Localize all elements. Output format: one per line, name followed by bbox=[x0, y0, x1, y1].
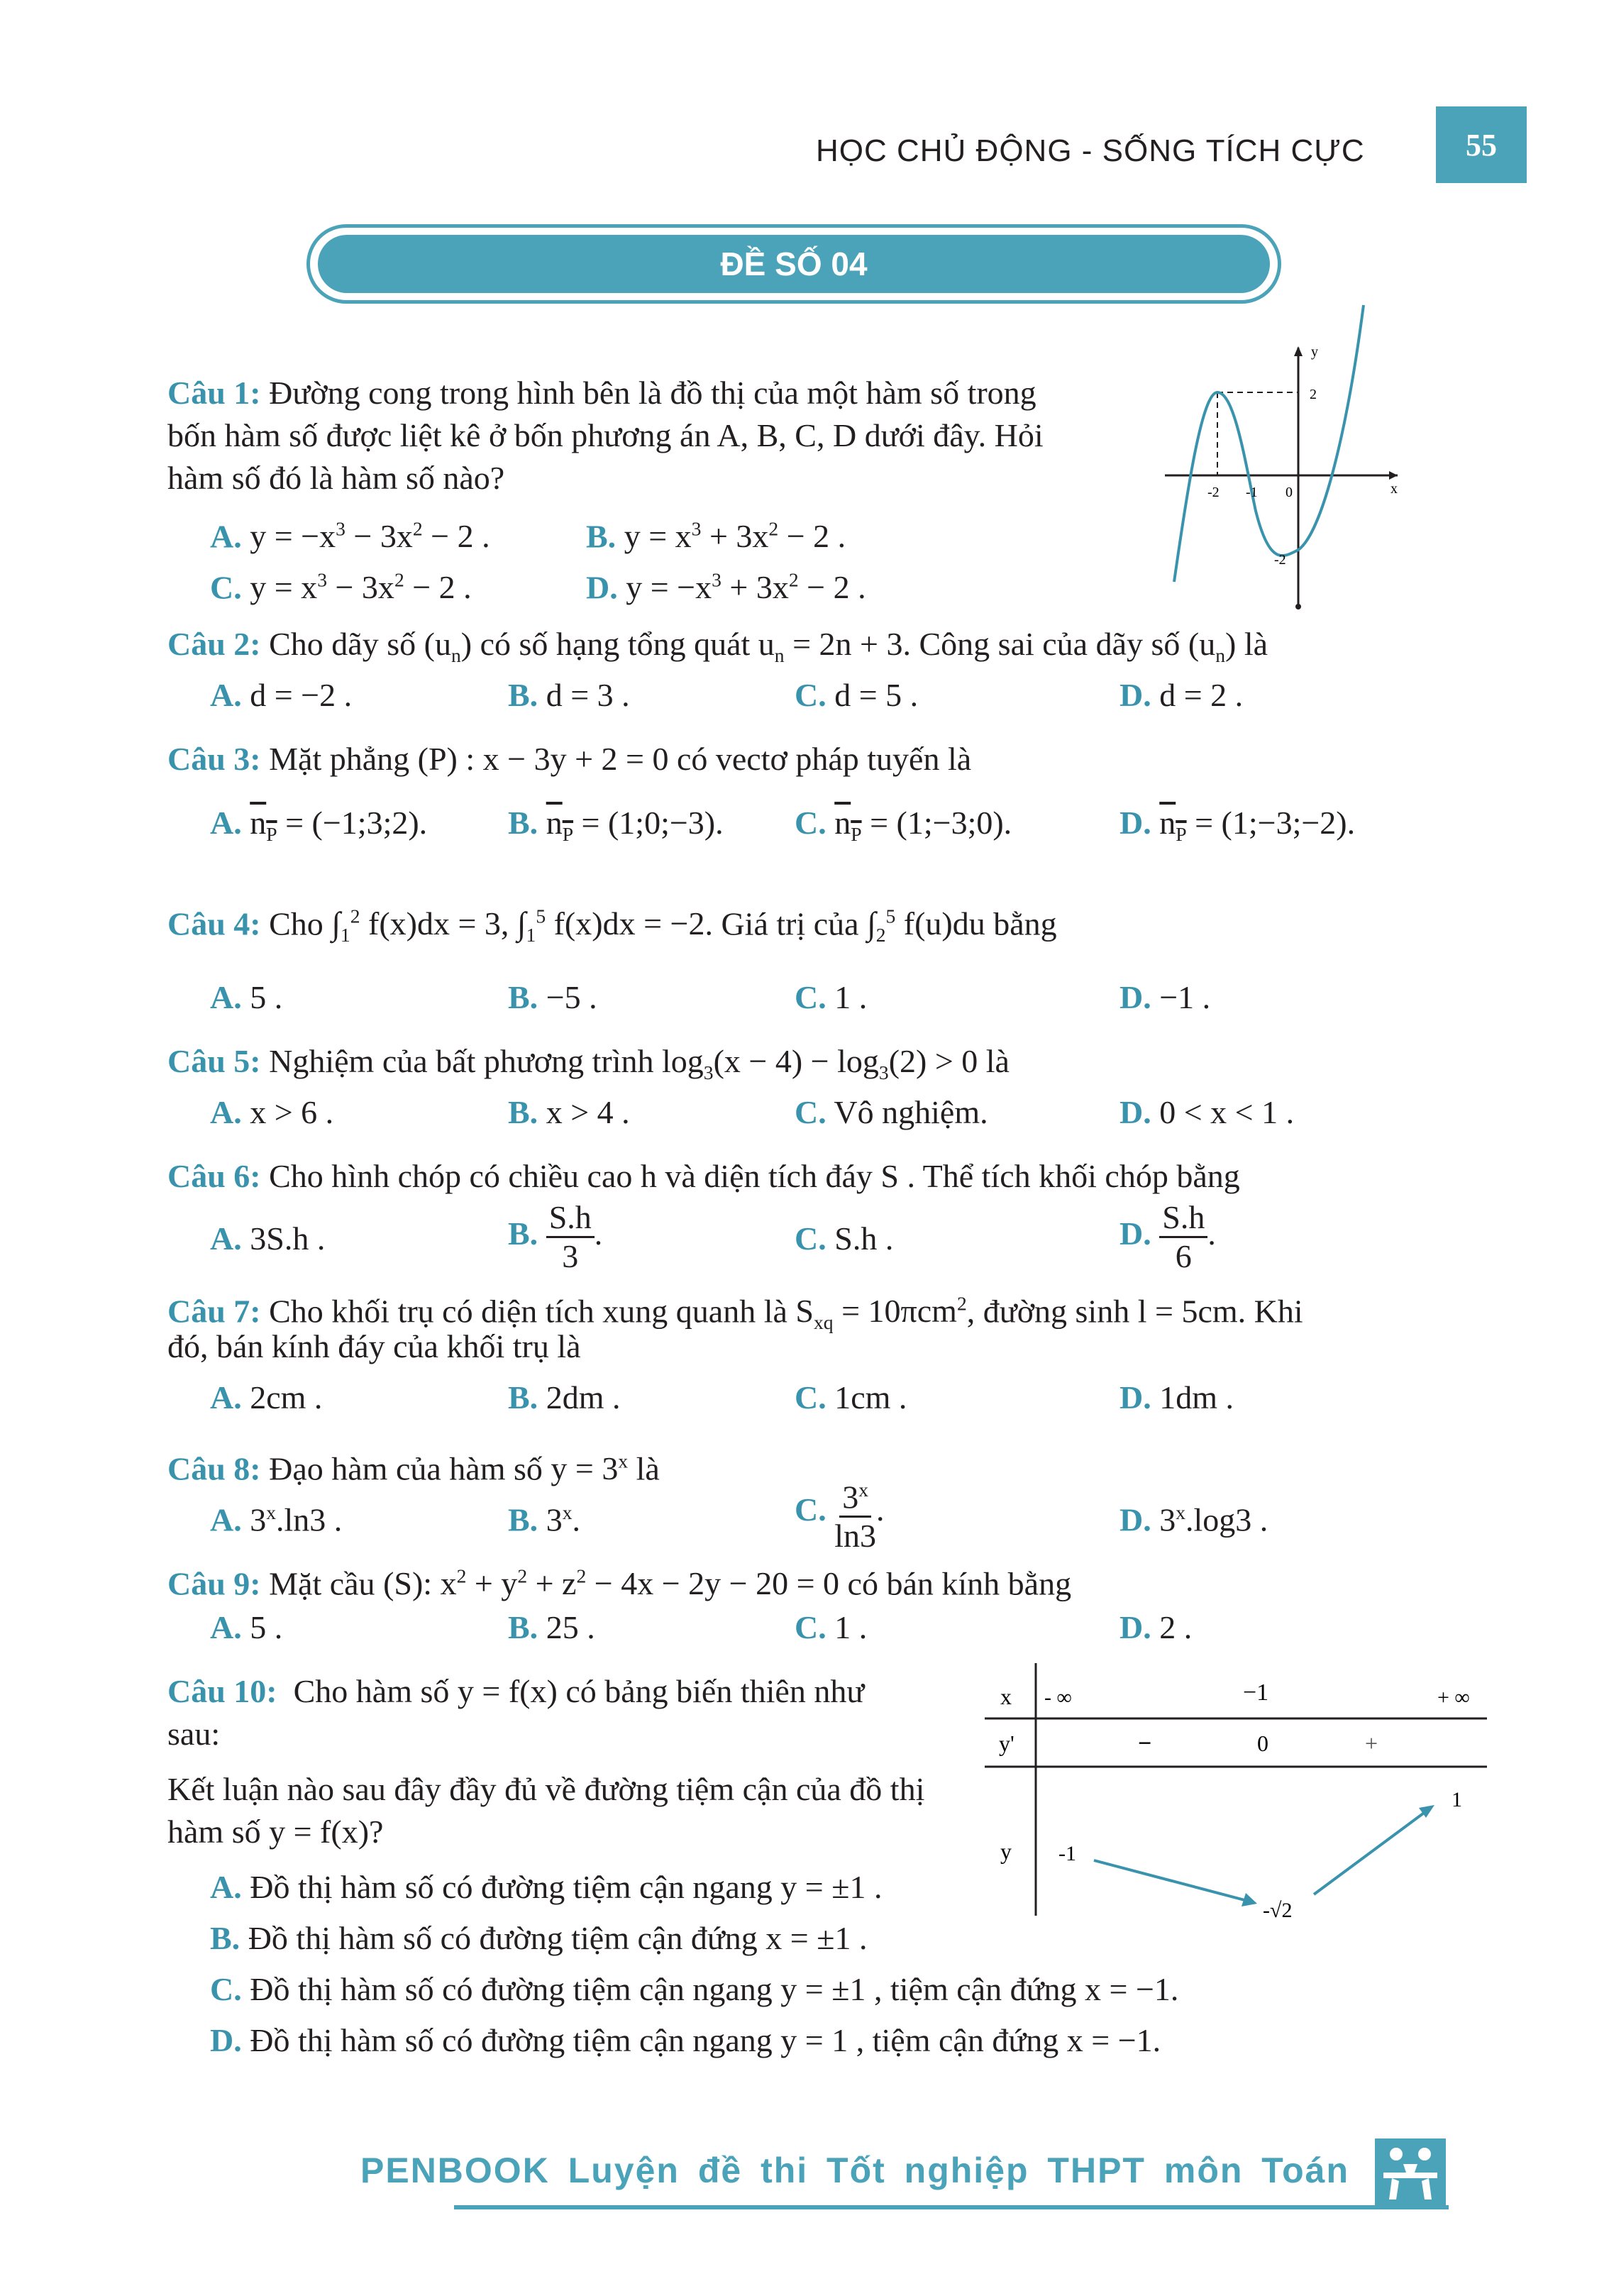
x-minus-infinity: - ∞ bbox=[1044, 1686, 1072, 1709]
question-text: . Công sai của dãy số bbox=[902, 626, 1181, 662]
option-label: B. bbox=[508, 1215, 538, 1252]
option-label: D. bbox=[1119, 677, 1151, 713]
question-6 bbox=[167, 1155, 1240, 1198]
option-formula: $y = -x^3 + 3x^2 - 2$ . bbox=[626, 569, 866, 606]
option-text: 1dm . bbox=[1159, 1379, 1234, 1415]
x-tick-minus-1: -1 bbox=[1246, 485, 1258, 500]
q6-option-b[interactable]: B. $\frac{S.h}{3}$ . bbox=[508, 1199, 603, 1274]
q8-option-a[interactable]: A. 3$^x$.ln3 . bbox=[210, 1501, 343, 1538]
option-label: A. bbox=[210, 805, 242, 841]
q10-option-a[interactable] bbox=[210, 1866, 882, 1909]
q3-option-a[interactable]: A. $n_P$ = (−1;3;2). bbox=[210, 805, 428, 846]
option-label: D. bbox=[1119, 1501, 1151, 1538]
question-text: ? bbox=[369, 1814, 384, 1850]
question-label: Câu 5: bbox=[167, 1043, 261, 1079]
integral-1: $\int_1^2$ f(x)dx = 3, $\int_1^5$ f(x)dx = −2 bbox=[331, 905, 705, 946]
logo-glyph bbox=[1375, 2138, 1446, 2209]
exam-title: ĐỀ SỐ 04 bbox=[318, 235, 1270, 293]
option-label: B. bbox=[508, 805, 538, 841]
q4-option-a[interactable] bbox=[210, 976, 282, 1019]
sequence-symbol: $(u_n)$ bbox=[1188, 626, 1237, 667]
option-text: 3S.h . bbox=[250, 1220, 326, 1257]
x-axis-label: x bbox=[1390, 481, 1398, 497]
option-label: B. bbox=[586, 518, 616, 555]
option-text: −5 . bbox=[546, 979, 597, 1015]
q2-option-d[interactable]: D. d = 2 . bbox=[1119, 677, 1244, 713]
question-text: . Giá trị của bbox=[704, 905, 859, 942]
penbook-logo-icon bbox=[1375, 2138, 1446, 2209]
x-tick-minus-2: -2 bbox=[1207, 485, 1220, 500]
q6-option-a[interactable] bbox=[210, 1218, 325, 1260]
option-text: 2 . bbox=[1159, 1609, 1193, 1645]
option-label: C. bbox=[795, 979, 826, 1015]
q1-option-d[interactable] bbox=[586, 559, 866, 609]
option-label: A. bbox=[210, 1501, 242, 1538]
option-text: 5 . bbox=[250, 1609, 283, 1645]
q6-option-d[interactable]: D. $\frac{S.h}{6}$ . bbox=[1119, 1199, 1216, 1274]
option-label: B. bbox=[508, 1379, 538, 1415]
option-label: B. bbox=[508, 979, 538, 1015]
option-text: Đồ thị hàm số có đường tiệm cận đứng x = ±1 . bbox=[248, 1920, 868, 1956]
option-label: B. bbox=[508, 1609, 538, 1645]
q5-option-b[interactable]: B. x > 4 . bbox=[508, 1094, 630, 1130]
option-text: 2dm . bbox=[546, 1379, 621, 1415]
option-label: B. bbox=[508, 677, 538, 713]
q7-option-d[interactable] bbox=[1119, 1376, 1234, 1419]
option-formula: $y = x^3 - 3x^2 - 2$ . bbox=[250, 569, 472, 606]
sign-zero: 0 bbox=[1257, 1731, 1268, 1756]
fraction: $\frac{S.h}{3}$ bbox=[546, 1199, 595, 1275]
question-10 bbox=[167, 1670, 864, 1713]
sphere-equation: (S): $x^2 + y^2 + z^2 - 4x - 2y - 20 = 0$ bbox=[383, 1565, 840, 1602]
slant-length: l = 5cm bbox=[1137, 1293, 1238, 1330]
question-1-line3: hàm số đó là hàm số nào? bbox=[167, 460, 505, 496]
question-5 bbox=[167, 1040, 1010, 1094]
q10-option-b[interactable] bbox=[210, 1917, 867, 1960]
option-label: C. bbox=[795, 1491, 826, 1528]
question-text: Nghiệm của bất phương trình bbox=[269, 1043, 654, 1079]
q7-option-c[interactable] bbox=[795, 1376, 907, 1419]
question-text: bằng bbox=[993, 905, 1057, 942]
q1-option-c[interactable] bbox=[210, 559, 472, 609]
option-label: A. bbox=[210, 1869, 242, 1905]
question-text: Đường cong trong hình bên là đồ thị của một hàm số trong bbox=[269, 375, 1036, 411]
option-label: D. bbox=[210, 2022, 242, 2058]
option-text: 5 . bbox=[250, 979, 283, 1015]
q3-option-b[interactable]: B. $n_P$ = (1;0;−3). bbox=[508, 805, 724, 846]
option-label: C. bbox=[210, 569, 242, 606]
question-text: có bảng biến thiên như bbox=[565, 1673, 865, 1709]
x-plus-infinity: + ∞ bbox=[1437, 1686, 1470, 1709]
q9-option-c[interactable] bbox=[795, 1606, 867, 1649]
cubic-curve bbox=[1174, 305, 1364, 582]
y-tick-2: 2 bbox=[1310, 387, 1317, 402]
q5-option-c[interactable] bbox=[795, 1091, 988, 1134]
option-label: D. bbox=[586, 569, 618, 606]
question-10-line4 bbox=[167, 1811, 383, 1853]
option-text: Vô nghiệm. bbox=[834, 1094, 988, 1130]
question-text: Mặt cầu bbox=[269, 1565, 375, 1602]
q2-option-b[interactable]: B. d = 3 . bbox=[508, 677, 630, 713]
question-label: Câu 1: bbox=[167, 375, 261, 411]
q2-option-c[interactable]: C. d = 5 . bbox=[795, 677, 919, 713]
sign-plus: + bbox=[1365, 1731, 1378, 1756]
option-label: A. bbox=[210, 1379, 242, 1415]
option-text: S.h . bbox=[834, 1220, 894, 1257]
question-7-line2: đó, bán kính đáy của khối trụ là bbox=[167, 1328, 581, 1364]
question-label: Câu 2: bbox=[167, 626, 261, 662]
option-text: Đồ thị hàm số có đường tiệm cận ngang y = ±1 . bbox=[250, 1869, 883, 1905]
lateral-area: $S_{xq} = 10\pi cm^2$ bbox=[795, 1293, 967, 1334]
option-text: 1cm . bbox=[834, 1379, 907, 1415]
option-label: C. bbox=[795, 1609, 826, 1645]
increasing-arrow bbox=[1314, 1809, 1429, 1894]
option-label: D. bbox=[1119, 1094, 1151, 1130]
q9-option-b[interactable] bbox=[508, 1606, 595, 1649]
option-label: D. bbox=[1119, 1609, 1151, 1645]
option-label: A. bbox=[210, 518, 242, 555]
fraction: $\frac{S.h}{6}$ bbox=[1159, 1199, 1207, 1275]
q9-option-d[interactable] bbox=[1119, 1606, 1192, 1649]
question-label: Câu 6: bbox=[167, 1158, 261, 1194]
question-4 bbox=[167, 895, 1057, 957]
axis-end-dot bbox=[1295, 604, 1301, 609]
question-label: Câu 4: bbox=[167, 905, 261, 942]
question-label: Câu 7: bbox=[167, 1293, 261, 1330]
q1-option-a[interactable] bbox=[210, 508, 490, 558]
option-formula: $y = x^3 + 3x^2 - 2$ . bbox=[624, 518, 846, 555]
variation-table bbox=[979, 1660, 1490, 1923]
y-tick-minus-2: -2 bbox=[1274, 552, 1286, 568]
question-text: có bán kính bằng bbox=[847, 1565, 1072, 1602]
option-label: B. bbox=[210, 1920, 240, 1956]
option-text: Đồ thị hàm số có đường tiệm cận ngang y = 1 , tiệm cận đứng x = −1. bbox=[250, 2022, 1161, 2058]
function-formula: y = f(x) bbox=[457, 1673, 558, 1709]
option-label: D. bbox=[1119, 1215, 1151, 1252]
q6-option-c[interactable] bbox=[795, 1218, 893, 1260]
option-label: B. bbox=[508, 1501, 538, 1538]
question-8 bbox=[167, 1440, 660, 1490]
option-label: B. bbox=[508, 1094, 538, 1130]
q1-option-b[interactable] bbox=[586, 508, 846, 558]
y-min-value: -√2 bbox=[1263, 1899, 1293, 1922]
question-text: Cho khối trụ có diện tích xung quanh là bbox=[269, 1293, 787, 1330]
option-label: C. bbox=[795, 1094, 826, 1130]
option-label: D. bbox=[1119, 1379, 1151, 1415]
q10-option-c[interactable] bbox=[210, 1968, 1178, 2011]
question-9 bbox=[167, 1555, 1071, 1605]
y-left-value: -1 bbox=[1058, 1842, 1076, 1865]
cubic-graph bbox=[1156, 298, 1412, 617]
row-yprime-label: y' bbox=[999, 1731, 1014, 1756]
q10-option-d[interactable] bbox=[210, 2019, 1161, 2062]
option-text: −1 . bbox=[1159, 979, 1211, 1015]
x-axis-arrow bbox=[1389, 471, 1398, 480]
row-y-label: y bbox=[1000, 1838, 1012, 1864]
question-text: Cho bbox=[269, 905, 324, 942]
question-2 bbox=[167, 623, 1268, 677]
option-label: C. bbox=[210, 1971, 242, 2007]
option-label: A. bbox=[210, 979, 242, 1015]
question-text: , đường sinh bbox=[966, 1293, 1130, 1330]
option-label: C. bbox=[795, 677, 826, 713]
question-label: Câu 3: bbox=[167, 741, 261, 777]
option-label: D. bbox=[1119, 805, 1151, 841]
question-text: là bbox=[985, 1043, 1010, 1079]
q8-option-d[interactable]: D. 3$^x$.log3 . bbox=[1119, 1501, 1268, 1538]
q4-option-c[interactable] bbox=[795, 976, 867, 1019]
footer-title: PENBOOK Luyện đề thi Tốt nghiệp THPT môn Toán bbox=[360, 2151, 1350, 2190]
option-label: C. bbox=[795, 1379, 826, 1415]
option-text: 2cm . bbox=[250, 1379, 323, 1415]
question-label: Câu 10: bbox=[167, 1673, 277, 1709]
y-axis-label: y bbox=[1311, 344, 1318, 360]
question-10-line3: Kết luận nào sau đây đầy đủ về đường tiệm cận của đồ thị bbox=[167, 1771, 925, 1807]
question-1-line2: bốn hàm số được liệt kê ở bốn phương án A, B, C, D dưới đây. Hỏi bbox=[167, 417, 1044, 453]
question-text: là bbox=[636, 1450, 660, 1487]
sequence-symbol: $(u_n)$ bbox=[424, 626, 472, 667]
q3-option-c[interactable]: C. $n_P$ = (1;−3;0). bbox=[795, 805, 1012, 846]
option-label: C. bbox=[795, 805, 826, 841]
option-label: D. bbox=[1119, 979, 1151, 1015]
x-minus-one: −1 bbox=[1243, 1679, 1269, 1706]
question-text: Mặt phẳng bbox=[269, 741, 410, 777]
question-label: Câu 8: bbox=[167, 1450, 261, 1487]
q8-option-c[interactable]: C. $\frac{3^x}{\ln 3}$ . bbox=[795, 1472, 885, 1555]
function-formula: y = f(x) bbox=[269, 1814, 370, 1850]
question-text: . Khi bbox=[1237, 1293, 1303, 1330]
question-text: hàm số bbox=[167, 1814, 261, 1850]
q5-option-a[interactable]: A. x > 6 . bbox=[210, 1094, 334, 1130]
q5-option-d[interactable]: D. 0 < x < 1 . bbox=[1119, 1094, 1295, 1130]
y-right-value: 1 bbox=[1452, 1788, 1462, 1811]
footer-rule bbox=[454, 2205, 1449, 2209]
option-label: C. bbox=[795, 1220, 826, 1257]
q2-option-a[interactable]: A. d = −2 . bbox=[210, 677, 353, 713]
option-text: 1 . bbox=[834, 1609, 868, 1645]
running-header: HỌC CHỦ ĐỘNG - SỐNG TÍCH CỰC bbox=[816, 133, 1365, 168]
row-x-label: x bbox=[1000, 1684, 1012, 1709]
q7-option-b[interactable] bbox=[508, 1376, 620, 1419]
plane-equation: (P) : x − 3y + 2 = 0 bbox=[417, 741, 669, 777]
y-axis-arrow bbox=[1294, 346, 1303, 356]
question-text: có vectơ pháp tuyến là bbox=[676, 741, 972, 777]
log-inequality: $\log_3(x - 4) - \log_3(2) > 0$ bbox=[662, 1043, 978, 1084]
q7-option-a[interactable] bbox=[210, 1376, 322, 1419]
option-label: A. bbox=[210, 1220, 242, 1257]
fraction: $\frac{3^x}{\ln 3}$ bbox=[834, 1472, 876, 1555]
origin-label: 0 bbox=[1285, 485, 1293, 500]
page-number: 55 bbox=[1436, 106, 1527, 183]
question-text: Cho dãy số bbox=[269, 626, 416, 662]
decreasing-arrow bbox=[1094, 1860, 1250, 1902]
question-text: Cho hàm số bbox=[293, 1673, 450, 1709]
q9-option-a[interactable] bbox=[210, 1606, 282, 1649]
decreasing-arrowhead bbox=[1242, 1893, 1257, 1906]
q4-option-b[interactable] bbox=[508, 976, 597, 1019]
function-formula: $y = 3^x$ bbox=[551, 1450, 629, 1487]
q8-option-b[interactable]: B. 3$^x$. bbox=[508, 1501, 580, 1538]
option-text: 1 . bbox=[834, 979, 868, 1015]
question-10-line2: sau: bbox=[167, 1716, 221, 1752]
question-label: Câu 9: bbox=[167, 1565, 261, 1602]
question-3 bbox=[167, 738, 971, 780]
question-text: là bbox=[1244, 626, 1268, 662]
question-1 bbox=[167, 372, 1036, 414]
general-term: $u_n = 2n + 3$ bbox=[758, 626, 903, 667]
integral-2: $\int_2^5$ f(u)du bbox=[867, 905, 985, 946]
option-formula: $y = -x^3 - 3x^2 - 2$ . bbox=[250, 518, 490, 555]
question-text: có số hạng tổng quát bbox=[480, 626, 751, 662]
question-text: Đạo hàm của hàm số bbox=[269, 1450, 543, 1487]
option-text: Đồ thị hàm số có đường tiệm cận ngang y = ±1 , tiệm cận đứng x = −1. bbox=[250, 1971, 1179, 2007]
option-text: 25 . bbox=[546, 1609, 595, 1645]
q3-option-d[interactable]: D. $n_P$ = (1;−3;−2). bbox=[1119, 805, 1356, 846]
sign-minus: − bbox=[1138, 1731, 1152, 1757]
q4-option-d[interactable] bbox=[1119, 976, 1210, 1019]
option-label: A. bbox=[210, 1094, 242, 1130]
question-text: Cho hình chóp có chiều cao h và diện tích đáy S . Thể tích khối chóp bằng bbox=[269, 1158, 1240, 1194]
option-label: A. bbox=[210, 1609, 242, 1645]
option-label: A. bbox=[210, 677, 242, 713]
